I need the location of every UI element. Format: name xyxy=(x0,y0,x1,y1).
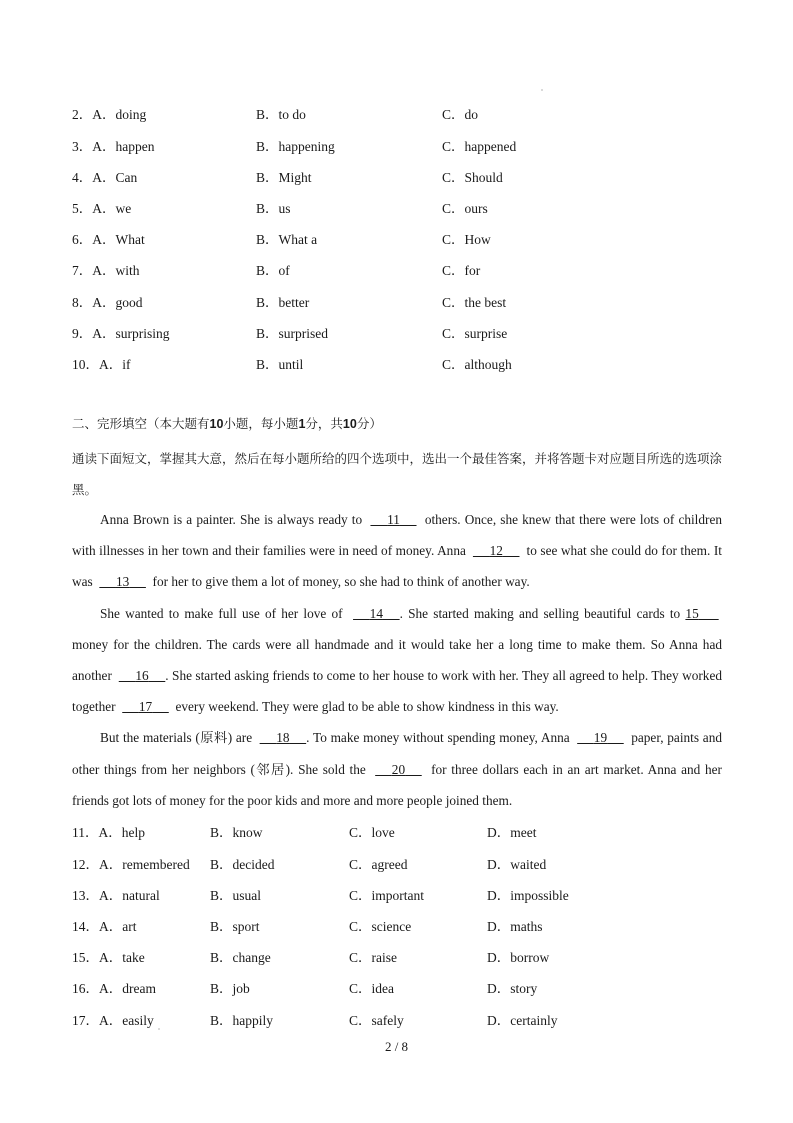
question-13-options xyxy=(72,884,722,904)
option-a: 4．A．Can xyxy=(72,170,138,185)
option-a: 12．A．remembered xyxy=(72,857,190,872)
blank-18 xyxy=(260,722,307,753)
option-c: C．How xyxy=(442,232,491,247)
blank-17 xyxy=(122,691,169,722)
option-d: D．meet xyxy=(487,825,537,840)
option-a: 13．A．natural xyxy=(72,888,160,903)
option-c: C．raise xyxy=(349,950,397,965)
option-d: D．impossible xyxy=(487,888,569,903)
question-5-options xyxy=(72,197,722,217)
option-a: 9．A．surprising xyxy=(72,326,170,341)
heading-number: 10 xyxy=(209,417,224,431)
blank-14 xyxy=(353,598,400,629)
option-b: B．change xyxy=(210,950,271,965)
heading-text: 二、完形填空（本大题有 xyxy=(72,416,210,431)
cloze-passage xyxy=(72,504,722,816)
option-b: B．happening xyxy=(256,139,335,154)
option-b: B．us xyxy=(256,201,291,216)
blank-number: 13 xyxy=(115,574,130,590)
paragraph-1 xyxy=(72,504,722,598)
option-a: 2．A．doing xyxy=(72,107,147,122)
heading-text: 分，共 xyxy=(305,416,343,431)
paragraph-2 xyxy=(72,598,722,723)
question-16-options xyxy=(72,977,722,997)
blank-number: 17 xyxy=(138,699,153,715)
blank-20 xyxy=(375,754,422,785)
option-d: D．maths xyxy=(487,919,543,934)
heading-number: 1 xyxy=(298,417,306,431)
option-d: D．story xyxy=(487,981,538,996)
passage-text: others. Once, she knew that there were lots of children with illnesses in her town and their families were in need of money. Anna xyxy=(72,512,723,559)
question-6-options xyxy=(72,228,722,248)
option-b: B．Might xyxy=(256,170,312,185)
scan-speck xyxy=(158,1028,160,1030)
heading-text: 小题，每小题 xyxy=(223,416,299,431)
question-15-options xyxy=(72,946,722,966)
option-b: B．job xyxy=(210,981,250,996)
question-14-options xyxy=(72,915,722,935)
question-7-options xyxy=(72,259,722,279)
option-b: B．better xyxy=(256,295,310,310)
passage-text: to see what she could do for them. It was xyxy=(72,543,722,590)
option-c: C．ours xyxy=(442,201,488,216)
blank-19 xyxy=(577,722,624,753)
option-b: B．until xyxy=(256,357,304,372)
blank-number: 20 xyxy=(391,761,406,777)
blank-number: 19 xyxy=(593,730,608,746)
option-a: 10．A．if xyxy=(72,357,131,372)
option-c: C．the best xyxy=(442,295,507,310)
option-c: C．for xyxy=(442,263,481,278)
instructions: 通读下面短文，掌握其大意，然后在每小题所给的四个选项中，选出一个最佳答案，并将答题卡对应题目所选的选项涂黑。 xyxy=(72,451,723,497)
blank-11 xyxy=(370,504,416,535)
section-heading xyxy=(72,414,382,432)
heading-text: 分） xyxy=(356,416,382,431)
question-11-options xyxy=(72,821,722,841)
option-c: C．although xyxy=(442,357,512,372)
option-c: C．important xyxy=(349,888,424,903)
option-c: C．idea xyxy=(349,981,394,996)
option-d: D．borrow xyxy=(487,950,550,965)
option-a: 11．A．help xyxy=(72,825,145,840)
option-a: 8．A．good xyxy=(72,295,143,310)
option-c: C．do xyxy=(442,107,479,122)
option-b: B．sport xyxy=(210,919,260,934)
option-c: C．science xyxy=(349,919,412,934)
option-a: 5．A．we xyxy=(72,201,132,216)
option-b: B．of xyxy=(256,263,290,278)
question-10-options xyxy=(72,353,722,373)
question-2-options xyxy=(72,103,722,123)
passage-text: Anna Brown is a painter. She is always ready to xyxy=(100,512,363,527)
blank-number: 14 xyxy=(369,605,383,621)
option-a: 17．A．easily xyxy=(72,1013,154,1028)
option-a: 16．A．dream xyxy=(72,981,156,996)
option-a: 15．A．take xyxy=(72,950,145,965)
passage-text: . She started making and selling beautiful cards to xyxy=(399,605,681,621)
scan-speck xyxy=(541,89,543,91)
blank-12 xyxy=(473,535,520,566)
option-c: C．surprise xyxy=(442,326,508,341)
blank-16 xyxy=(119,660,166,691)
heading-number: 10 xyxy=(342,417,357,431)
question-4-options xyxy=(72,166,722,186)
passage-text: for her to give them a lot of money, so she had to think of another way. xyxy=(152,574,530,590)
blank-number: 15 xyxy=(685,605,699,621)
option-c: C．happened xyxy=(442,139,517,154)
passage-text: . She started asking friends to come to her house to work with her. They all agreed to help. They worked together xyxy=(72,668,722,715)
option-b: B．know xyxy=(210,825,263,840)
option-c: C．agreed xyxy=(349,857,408,872)
blank-number: 12 xyxy=(489,543,503,559)
option-c: C．Should xyxy=(442,170,503,185)
passage-text: . To make money without spending money, Anna xyxy=(306,730,570,746)
option-d: D．certainly xyxy=(487,1013,558,1028)
blank-15 xyxy=(685,598,718,629)
blank-number: 11 xyxy=(387,512,400,527)
passage-text: She wanted to make full use of her love of xyxy=(100,605,343,621)
option-a: 14．A．art xyxy=(72,919,137,934)
option-d: D．waited xyxy=(487,857,547,872)
question-17-options xyxy=(72,1009,722,1029)
option-c: C．safely xyxy=(349,1013,404,1028)
option-b: B．to do xyxy=(256,107,306,122)
question-8-options xyxy=(72,291,722,311)
passage-text: money for the children. The cards were all handmade and it would take her a long time to make them. So Anna had another xyxy=(72,636,722,684)
page-number: 2 / 8 xyxy=(384,1039,409,1054)
option-b: B．decided xyxy=(210,857,275,872)
option-a: 6．A．What xyxy=(72,232,145,247)
question-12-options xyxy=(72,853,722,873)
passage-text: But the materials (原料) are xyxy=(100,730,253,746)
passage-text: for three dollars each in an art market. Anna and her friends got lots of money for the poor kids and more and more people joined them. xyxy=(72,761,722,808)
blank-number: 16 xyxy=(135,668,149,684)
paragraph-3 xyxy=(72,722,722,816)
option-b: B．usual xyxy=(210,888,262,903)
option-b: B．happily xyxy=(210,1013,273,1028)
blank-13 xyxy=(99,566,146,597)
passage-text: every weekend. They were glad to be able to show kindness in this way. xyxy=(175,699,559,715)
question-3-options xyxy=(72,135,722,155)
blank-number: 18 xyxy=(276,730,290,746)
option-c: C．love xyxy=(349,825,395,840)
option-b: B．What a xyxy=(256,232,318,247)
passage-text: paper, paints and other things from her neighbors (邻居). She sold the xyxy=(72,730,722,777)
question-9-options xyxy=(72,322,722,342)
option-a: 3．A．happen xyxy=(72,139,155,154)
option-b: B．surprised xyxy=(256,326,328,341)
option-a: 7．A．with xyxy=(72,263,140,278)
